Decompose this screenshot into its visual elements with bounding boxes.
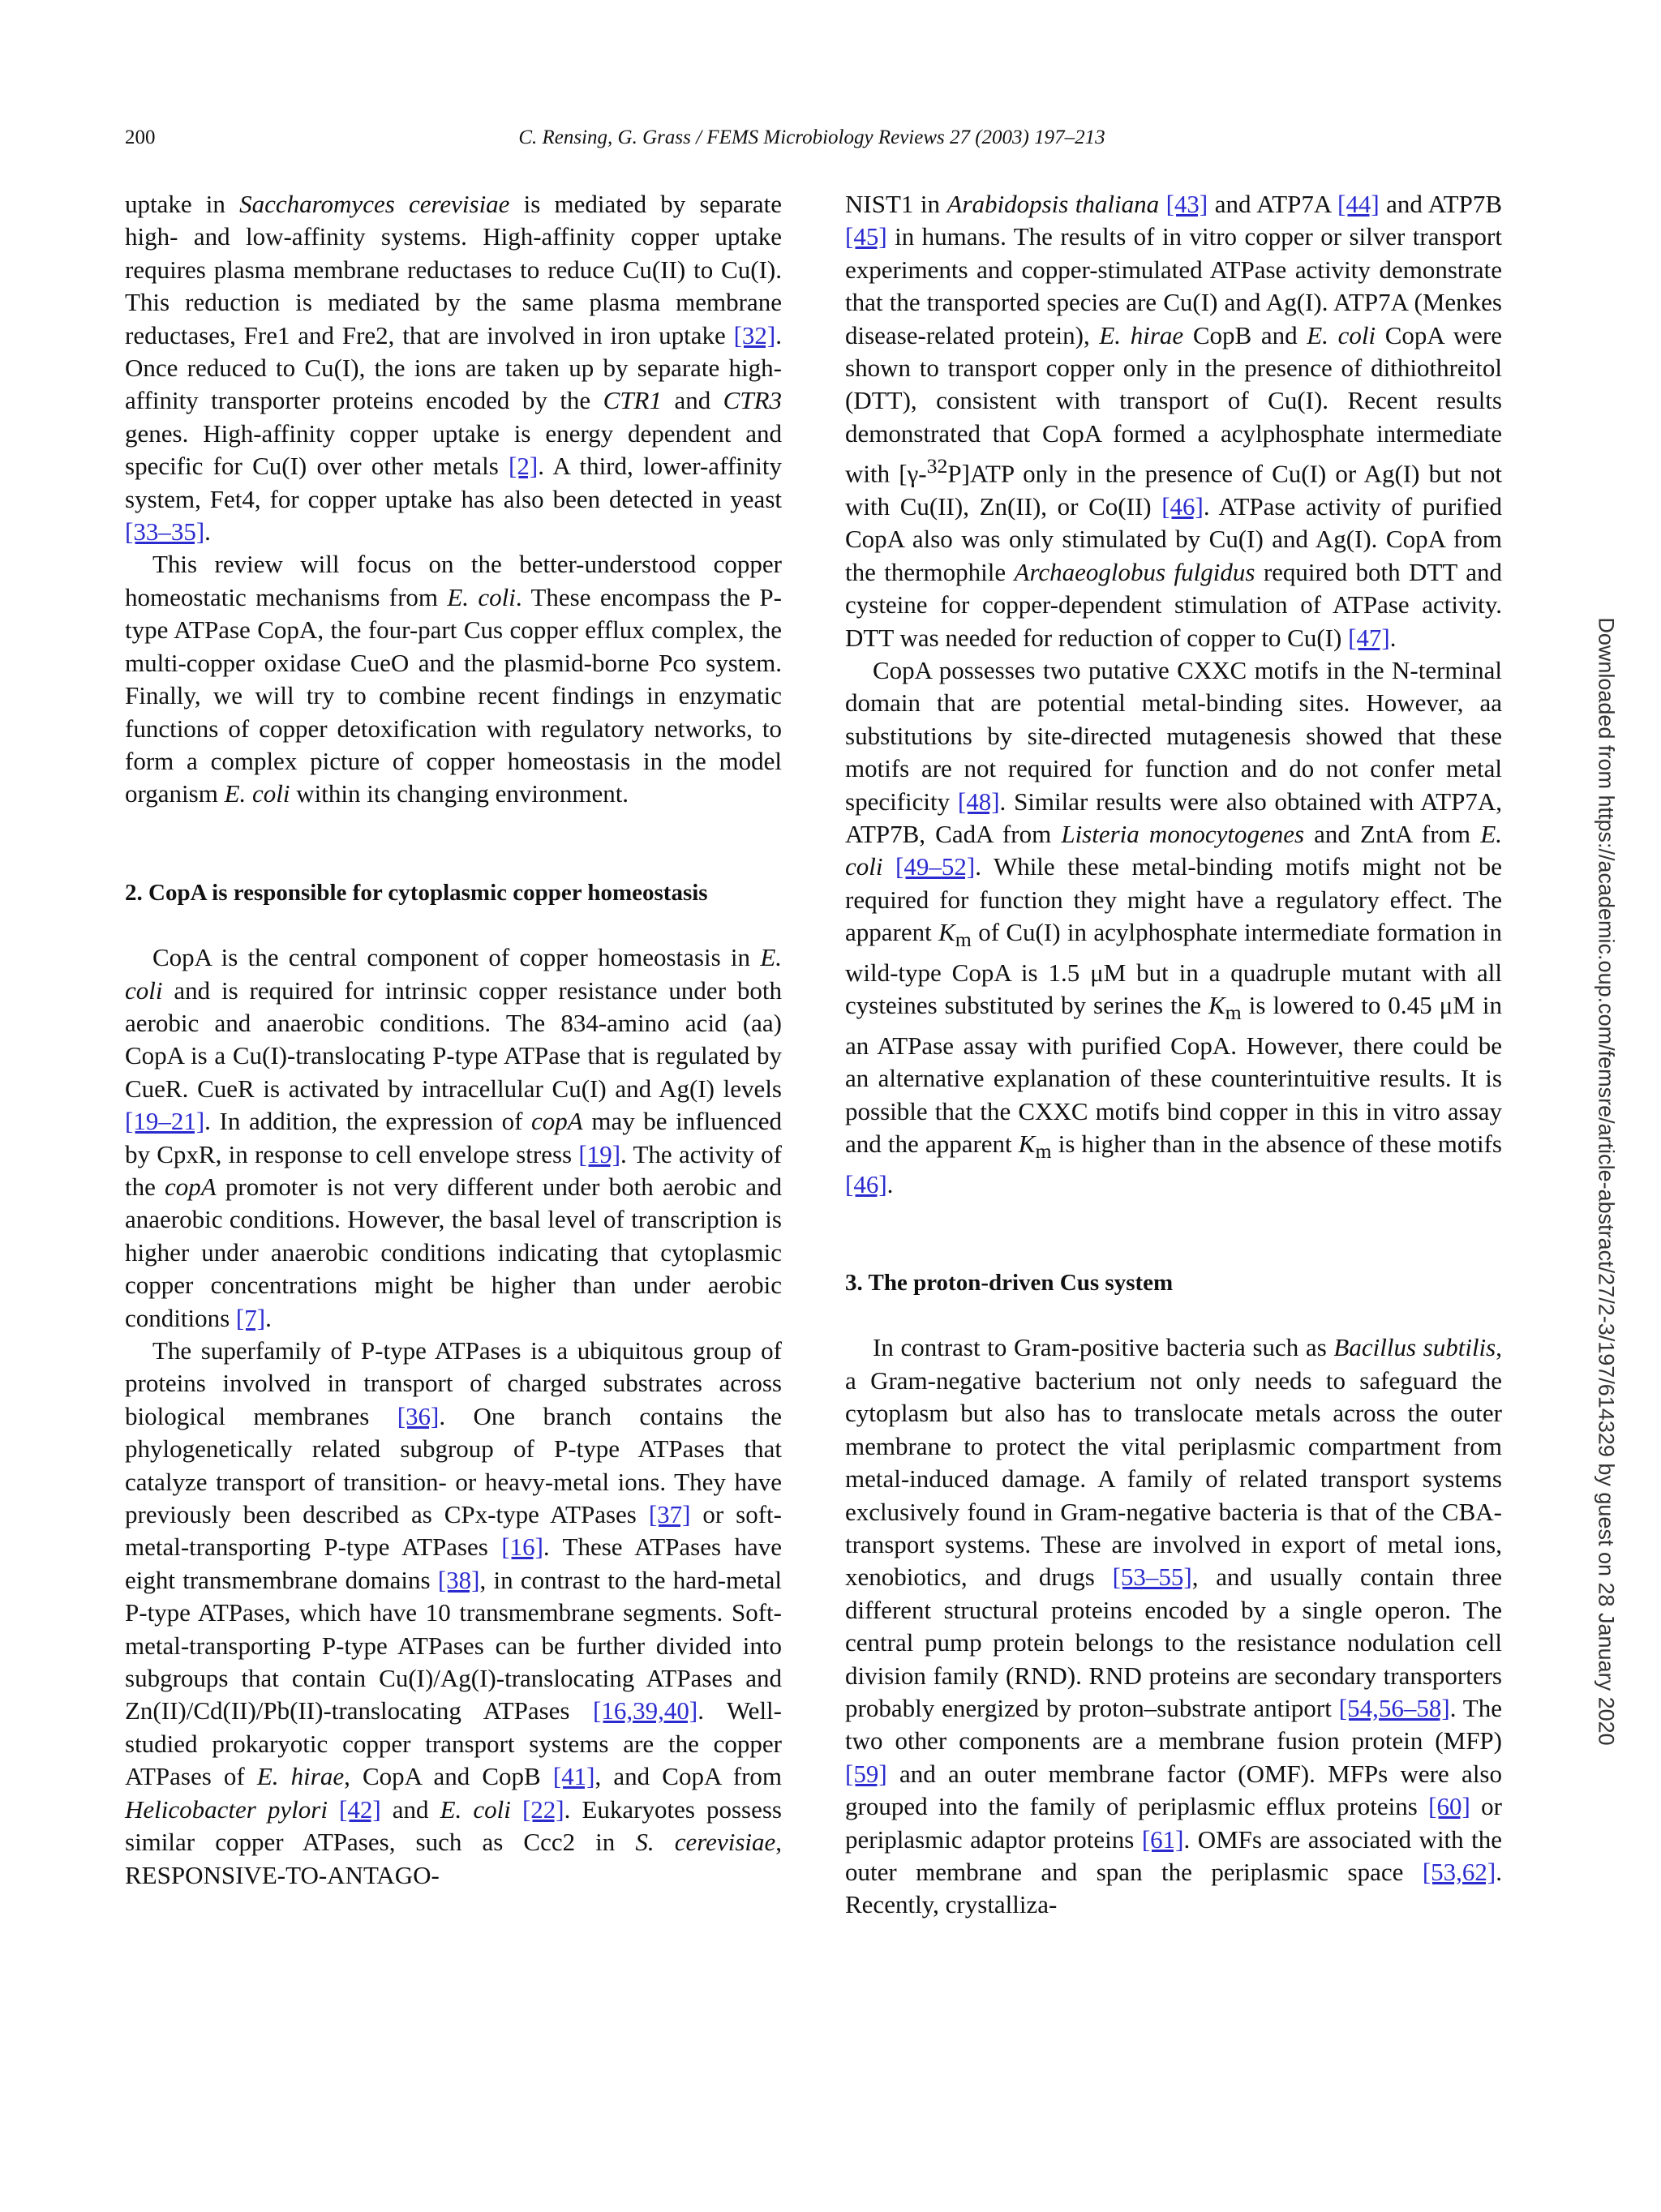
citation-link[interactable]: [49–52] <box>895 852 976 881</box>
citation-link[interactable]: [54,56–58] <box>1338 1693 1450 1722</box>
right-paragraph-2: CopA possesses two putative CXXC motifs in the N-terminal domain that are potential metal-binding sites. However, aa substitutions by site-directed mutagenesis showed that these motifs are not required for function and do not confer metal specificity [48]. Similar results were also obtained with ATP7A, ATP7B, CadA from Listeria monocytogenes and ZntA from E. coli [49–52]. While these metal-binding motifs might not be required for function they might have a regulatory effect. The apparent $K_m$ of Cu(I) in acylphosphate intermediate formation in wild-type CopA is 1.5 μM but in a quadruple mutant with all cysteines substituted by serines the $K_m$ is lowered to 0.45 μM in an ATPase assay with purified CopA. However, there could be an alternative explanation of these counterintuitive results. It is possible that the CXXC motifs bind copper in this in vitro assay and the apparent $K_m$ is higher than in the absence of these motifs [46]. <box>845 656 1502 1198</box>
citation-link[interactable]: [44] <box>1337 190 1380 218</box>
citation-link[interactable]: [22] <box>521 1794 564 1824</box>
citation-link[interactable]: [48] <box>957 787 1000 816</box>
left-paragraph-4: The superfamily of P-type ATPases is a ubiquitous group of proteins involved in transport of charged substrates across biological membranes [36]. One branch contains the phylogenetically related subgroup of P-type ATPases that catalyze transport of transition- or heavy-metal ions. They have previously been described as CPx-type ATPases [37] or soft-metal-transporting P-type ATPases [16]. These ATPases have eight transmembrane domains [38], in contrast to the hard-metal P-type ATPases, which have 10 transmembrane segments. Soft-metal-transporting P-type ATPases can be further divided into subgroups that contain Cu(I)/Ag(I)-translocating ATPases and Zn(II)/Cd(II)/Pb(II)-translocating ATPases [16,39,40]. Well-studied prokaryotic copper transport systems are the copper ATPases of E. hirae, CopA and CopB [41], and CopA from Helicobacter pylori [42] and E. coli [22]. Eukaryotes possess similar copper ATPases, such as Ccc2 in S. cerevisiae, RESPONSIVE-TO-ANTAGO- <box>125 1336 783 1889</box>
citation-link[interactable]: [46] <box>1161 491 1204 521</box>
citation-link[interactable]: [61] <box>1141 1824 1184 1854</box>
citation-link[interactable]: [19–21] <box>125 1107 205 1136</box>
page-number: 200 <box>125 126 156 148</box>
citation-link[interactable]: [33–35] <box>125 517 205 547</box>
left-paragraph-3: CopA is the central component of copper homeostasis in E. coli and is required for intrinsic copper resistance under both aerobic and anaerobic conditions. The 834-amino acid (aa) CopA is a Cu(I)-translocating P-type ATPase that is regulated by CueR. CueR is activated by intracellular Cu(I) and Ag(I) levels [19–21]. In addition, the expression of copA may be influenced by CpxR, in response to cell envelope stress [19]. The activity of the copA promoter is not very different under both aerobic and anaerobic conditions. However, the basal level of transcription is higher under anaerobic conditions indicating that cytoplasmic copper concentrations might be higher than under aerobic conditions [7]. <box>125 943 783 1332</box>
citation-link[interactable]: [36] <box>397 1401 440 1430</box>
section-heading-3: 3. The proton-driven Cus system <box>845 1270 1174 1297</box>
right-paragraph-1: NIST1 in Arabidopsis thaliana [43] and ATP7A [44] and ATP7B [45] in humans. The results of in vitro copper or silver transport experiments and copper-stimulated ATPase activity demonstrate that the transported species are Cu(I) and Ag(I). ATP7A (Menkes disease-related protein), E. hirae CopB and E. coli CopA were shown to transport copper only in the presence of dithiothreitol (DTT), consistent with transport of Cu(I). Recent results demonstrated that CopA formed a acylphosphate intermediate with [γ-$^{32}$P]ATP only in the presence of Cu(I) or Ag(I) but not with Cu(II), Zn(II), or Co(II) [46]. ATPase activity of purified CopA also was only stimulated by Cu(I) and Ag(I). CopA from the thermophile Archaeoglobus fulgidus required both DTT and cysteine for copper-dependent stimulation of ATPase activity. DTT was needed for reduction of copper to Cu(I) [47]. <box>845 190 1503 652</box>
citation-link[interactable]: [2] <box>509 452 539 481</box>
right-column <box>845 188 1502 1922</box>
citation-link[interactable]: [19] <box>578 1139 621 1168</box>
citation-link[interactable]: [38] <box>437 1565 480 1594</box>
citation-link[interactable]: [53–55] <box>1112 1563 1192 1592</box>
citation-link[interactable]: [42] <box>339 1794 381 1824</box>
citation-link[interactable]: [32] <box>733 320 776 349</box>
citation-link[interactable]: [47] <box>1348 623 1390 652</box>
citation-link[interactable]: [59] <box>845 1759 887 1788</box>
download-watermark: Downloaded from https://academic.oup.com/femsre/article-abstract/27/2-3/197/614329 by guest on 28 January 2020 <box>1594 617 1619 1746</box>
section-heading-2: 2. CopA is responsible for cytoplasmic copper homeostasis <box>125 879 708 906</box>
citation-link[interactable]: [46] <box>845 1169 887 1198</box>
right-paragraph-3: In contrast to Gram-positive bacteria such as Bacillus subtilis, a Gram-negative bacterium not only needs to safeguard the cytoplasm but also has to translocate metals across the outer membrane to protect the vital periplasmic compartment from metal-induced damage. A family of related transport systems exclusively found in Gram-negative bacteria is that of the CBA-transport systems. These are involved in export of metal ions, xenobiotics, and drugs [53–55], and usually contain three different structural proteins encoded by a single operon. The central pump protein belongs to the resistance nodulation cell division family (RND). RND proteins are secondary transporters probably energized by proton–substrate antiport [54,56–58]. The two other components are a membrane fusion protein (MFP) [59] and an outer membrane factor (OMF). MFPs were also grouped into the family of periplasmic efflux proteins [60] or periplasmic adaptor proteins [61]. OMFs are associated with the outer membrane and span the periplasmic space [53,62]. Recently, crystalliza- <box>845 1333 1503 1919</box>
citation-link[interactable]: [16,39,40] <box>593 1696 698 1725</box>
citation-link[interactable]: [43] <box>1165 190 1208 218</box>
left-paragraph-1: uptake in Saccharomyces cerevisiae is mediated by separate high- and low-affinity systems. High-affinity copper uptake requires plasma membrane reductases to reduce Cu(II) to Cu(I). This reduction is mediated by the same plasma membrane reductases, Fre1 and Fre2, that are involved in iron uptake [32]. Once reduced to Cu(I), the ions are taken up by separate high-affinity transporter proteins encoded by the CTR1 and CTR3 genes. High-affinity copper uptake is energy dependent and specific for Cu(I) over other metals [2]. A third, lower-affinity system, Fet4, for copper uptake has also been detected in yeast [33–35]. <box>125 190 783 547</box>
citation-link[interactable]: [41] <box>552 1762 595 1791</box>
citation-link[interactable]: [53,62] <box>1422 1857 1496 1886</box>
running-title: C. Rensing, G. Grass / FEMS Microbiology Reviews 27 (2003) 197–213 <box>518 126 1105 148</box>
citation-link[interactable]: [37] <box>648 1500 691 1529</box>
left-paragraph-2: This review will focus on the better-understood copper homeostatic mechanisms from E. coli. These encompass the P-type ATPase CopA, the four-part Cus copper efflux complex, the multi-copper oxidase CueO and the plasmid-borne Pco system. Finally, we will try to combine recent findings in enzymatic functions of copper detoxification with regulatory networks, to form a complex picture of copper homeostasis in the model organism E. coli within its changing environment. <box>125 550 782 808</box>
citation-link[interactable]: [45] <box>845 222 887 251</box>
citation-link[interactable]: [60] <box>1428 1792 1470 1821</box>
citation-link[interactable]: [7] <box>235 1303 266 1332</box>
left-column <box>125 188 782 1892</box>
citation-link[interactable]: [16] <box>501 1533 543 1562</box>
page-header <box>125 126 1499 159</box>
